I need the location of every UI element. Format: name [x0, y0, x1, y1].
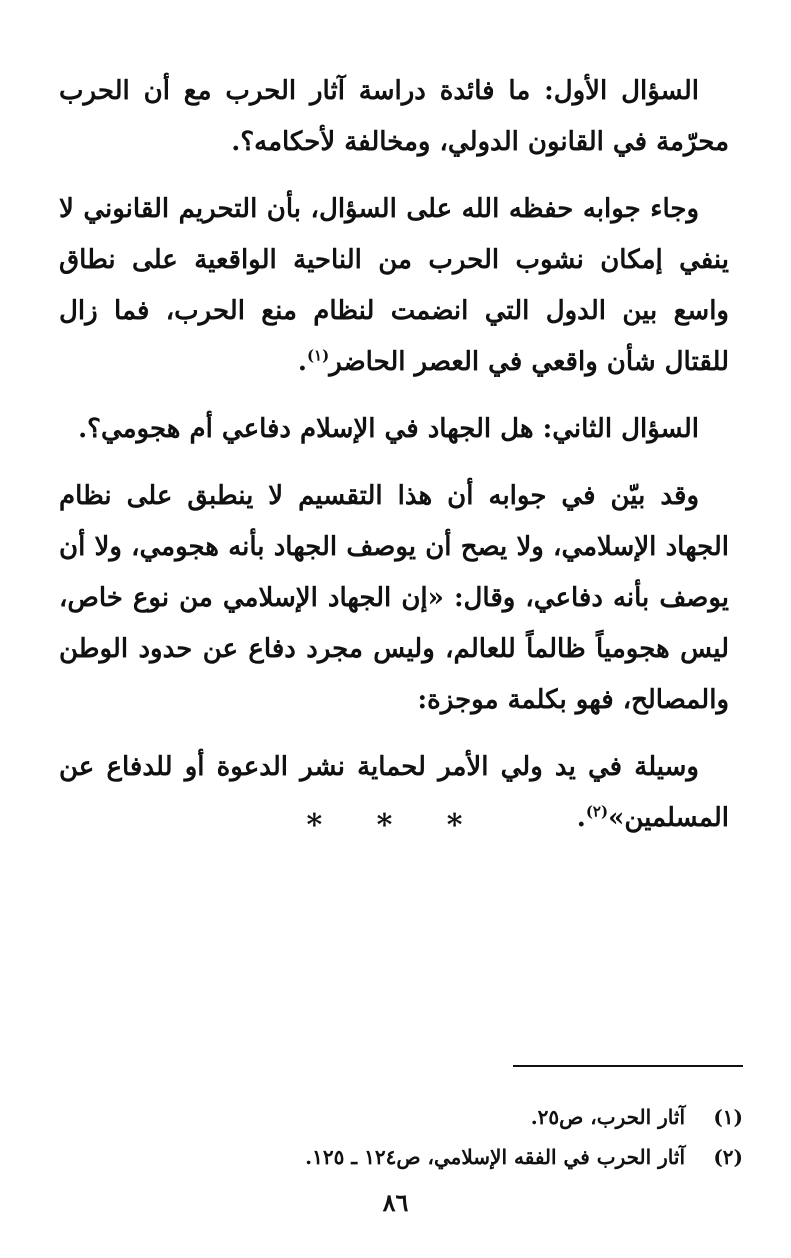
answer-1-tail: .	[297, 347, 307, 377]
footnote-ref-2[interactable]: (٢)	[585, 802, 609, 821]
answer-2-quote-end: وسيلة في يد ولي الأمر لحماية نشر الدعوة أو للدفاع عن المسلمين»	[59, 752, 729, 833]
answer-1-paragraph	[59, 184, 729, 388]
question-2-text: هل الجهاد في الإسلام دفاعي أم هجومي؟.	[78, 414, 543, 444]
section-separator: * * *	[306, 808, 485, 843]
question-1-text: ما فائدة دراسة آثار الحرب مع أن الحرب محرّمة في القانون الدولي، ومخالفة لأحكامه؟.	[59, 76, 729, 157]
footnote-2-number: (٢)	[713, 1145, 743, 1169]
answer-2-paragraph	[59, 471, 729, 726]
main-text	[59, 66, 729, 860]
footnotes	[63, 1097, 743, 1177]
answer-1-text: وجاء جوابه حفظه الله على السؤال، بأن التحريم القانوني لا ينفي إمكان نشوب الحرب من الناحية الواقعية على نطاق واسع بين الدول التي انضمت لنظام منع الحرب، فما زال للقتال شأن واقعي في العصر الحاضر	[59, 194, 729, 377]
footnote-1-text: آثار الحرب، ص٢٥.	[530, 1105, 685, 1129]
footnote-1	[63, 1097, 743, 1137]
footnote-2	[63, 1137, 743, 1177]
footnote-1-number: (١)	[713, 1105, 743, 1129]
footnote-divider	[513, 1065, 743, 1067]
answer-2-tail: .	[576, 803, 586, 833]
question-1-paragraph	[59, 66, 729, 168]
question-2-paragraph	[59, 404, 729, 455]
question-2-label: السؤال الثاني:	[542, 414, 699, 444]
footnote-2-text: آثار الحرب في الفقه الإسلامي، ص١٢٤ ـ ١٢٥.	[305, 1145, 685, 1169]
answer-2-text: وقد بيّن في جوابه أن هذا التقسيم لا ينطبق على نظام الجهاد الإسلامي، ولا يصح أن يوصف الجهاد بأنه هجومي، ولا أن يوصف بأنه دفاعي، وقال: «إن الجهاد الإسلامي من نوع خاص، ليس هجومياً ظالماً للعالم، وليس مجرد دفاع عن حدود الوطن والمصالح، فهو بكلمة موجزة:	[59, 481, 729, 715]
page-number: ٨٦	[382, 1188, 409, 1217]
footnote-ref-1[interactable]: (١)	[306, 346, 330, 365]
question-1-label: السؤال الأول:	[544, 76, 699, 106]
